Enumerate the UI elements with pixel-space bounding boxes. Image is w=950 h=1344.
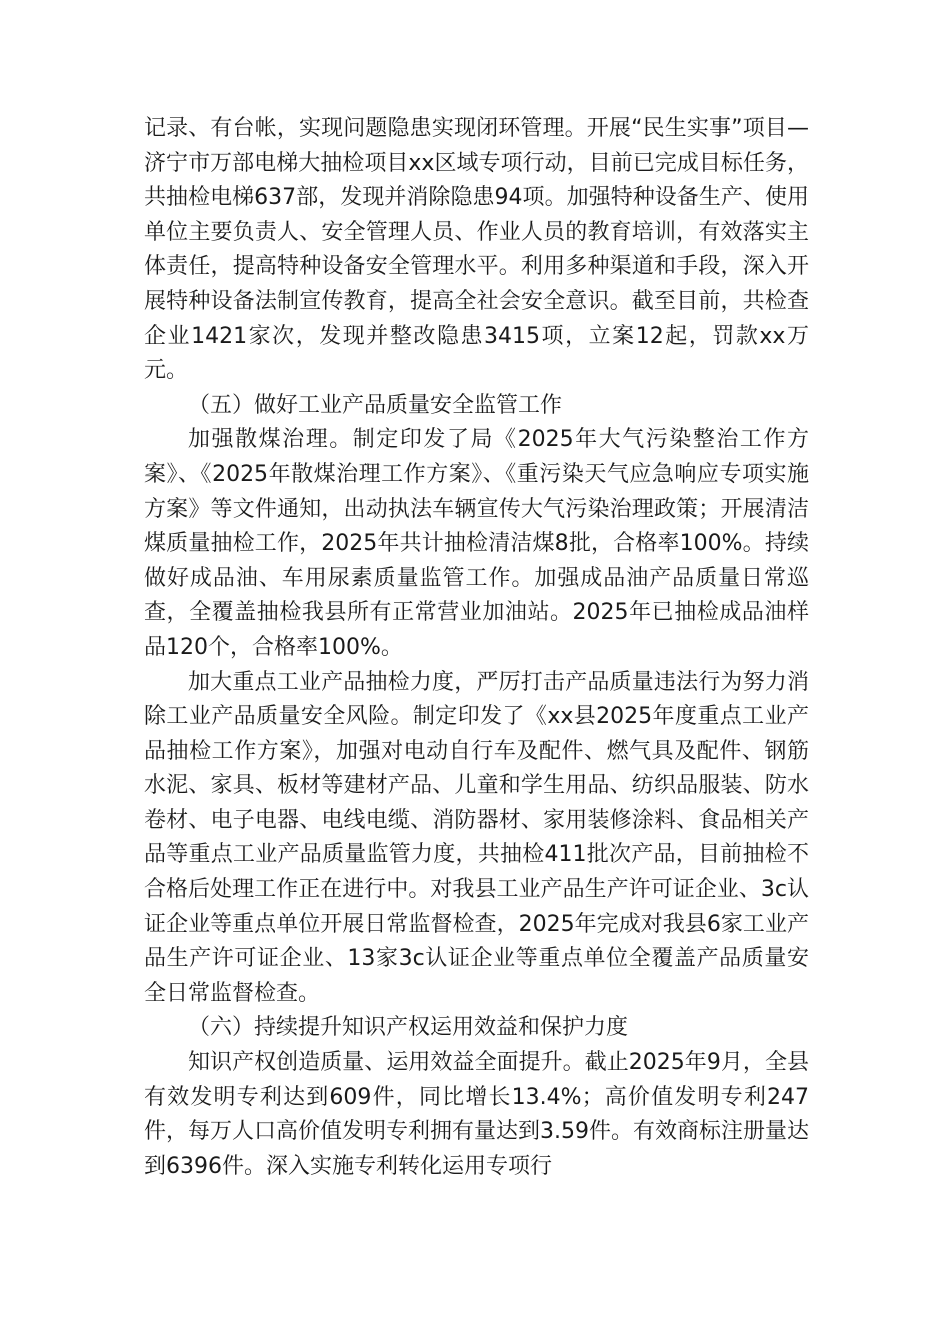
section-heading-five: （五）做好工业产品质量安全监管工作	[188, 392, 563, 418]
paragraph-industrial-inspection: 加大重点工业产品抽检力度，严厉打击产品质量违法行为努力消除工业产品质量安全风险。制定印发了《xx县2025年度重点工业产品抽检工作方案》，加强对电动自行车及配件、燃气具及配件、钢筋水泥、家具、板材等建材产品、儿童和学生用品、纺织品服装、防水卷材、电子电器、电线电缆、消防器材、家用装修涂料、食品相关产品等重点工业产品质量监管力度，共抽检411批次产品，目前抽检不合格后处理工作正在进行中。对我县工业产品生产许可证企业、3c认证企业等重点单位开展日常监督检查，2025年完成对我县6家工业产品生产许可证企业、13家3c认证企业等重点单位全覆盖产品质量安全日常监督检查。	[144, 669, 809, 1006]
section-heading-six: （六）持续提升知识产权运用效益和保护力度	[188, 1015, 629, 1041]
paragraph-special-equipment: 记录、有台帐，实现问题隐患实现闭环管理。开展“民生实事”项目—济宁市万部电梯大抽检项目xx区域专项行动，目前已完成目标任务，共抽检电梯637部，发现并消除隐患94项。加强特种设备生产、使用单位主要负责人、安全管理人员、作业人员的教育培训，有效落实主体责任，提高特种设备安全管理水平。利用多种渠道和手段，深入开展特种设备法制宣传教育，提高全社会安全意识。截至目前，共检查企业1421家次，发现并整改隐患3415项，立案12起，罚款xx万元。	[144, 116, 809, 384]
document-body	[144, 112, 809, 1184]
paragraph-intellectual-property: 知识产权创造质量、运用效益全面提升。截止2025年9月，全县有效发明专利达到609件，同比增长13.4%；高价值发明专利247件，每万人口高价值发明专利拥有量达到3.59件。有效商标注册量达到6396件。深入实施专利转化运用专项行	[144, 1050, 809, 1179]
paragraph-coal-governance: 加强散煤治理。制定印发了局《2025年大气污染整治工作方案》、《2025年散煤治理工作方案》、《重污染天气应急响应专项实施方案》等文件通知，出动执法车辆宣传大气污染治理政策；开展清洁煤质量抽检工作，2025年共计抽检清洁煤8批，合格率100%。持续做好成品油、车用尿素质量监管工作。加强成品油产品质量日常巡查，全覆盖抽检我县所有正常营业加油站。2025年已抽检成品油样品120个，合格率100%。	[144, 427, 809, 660]
